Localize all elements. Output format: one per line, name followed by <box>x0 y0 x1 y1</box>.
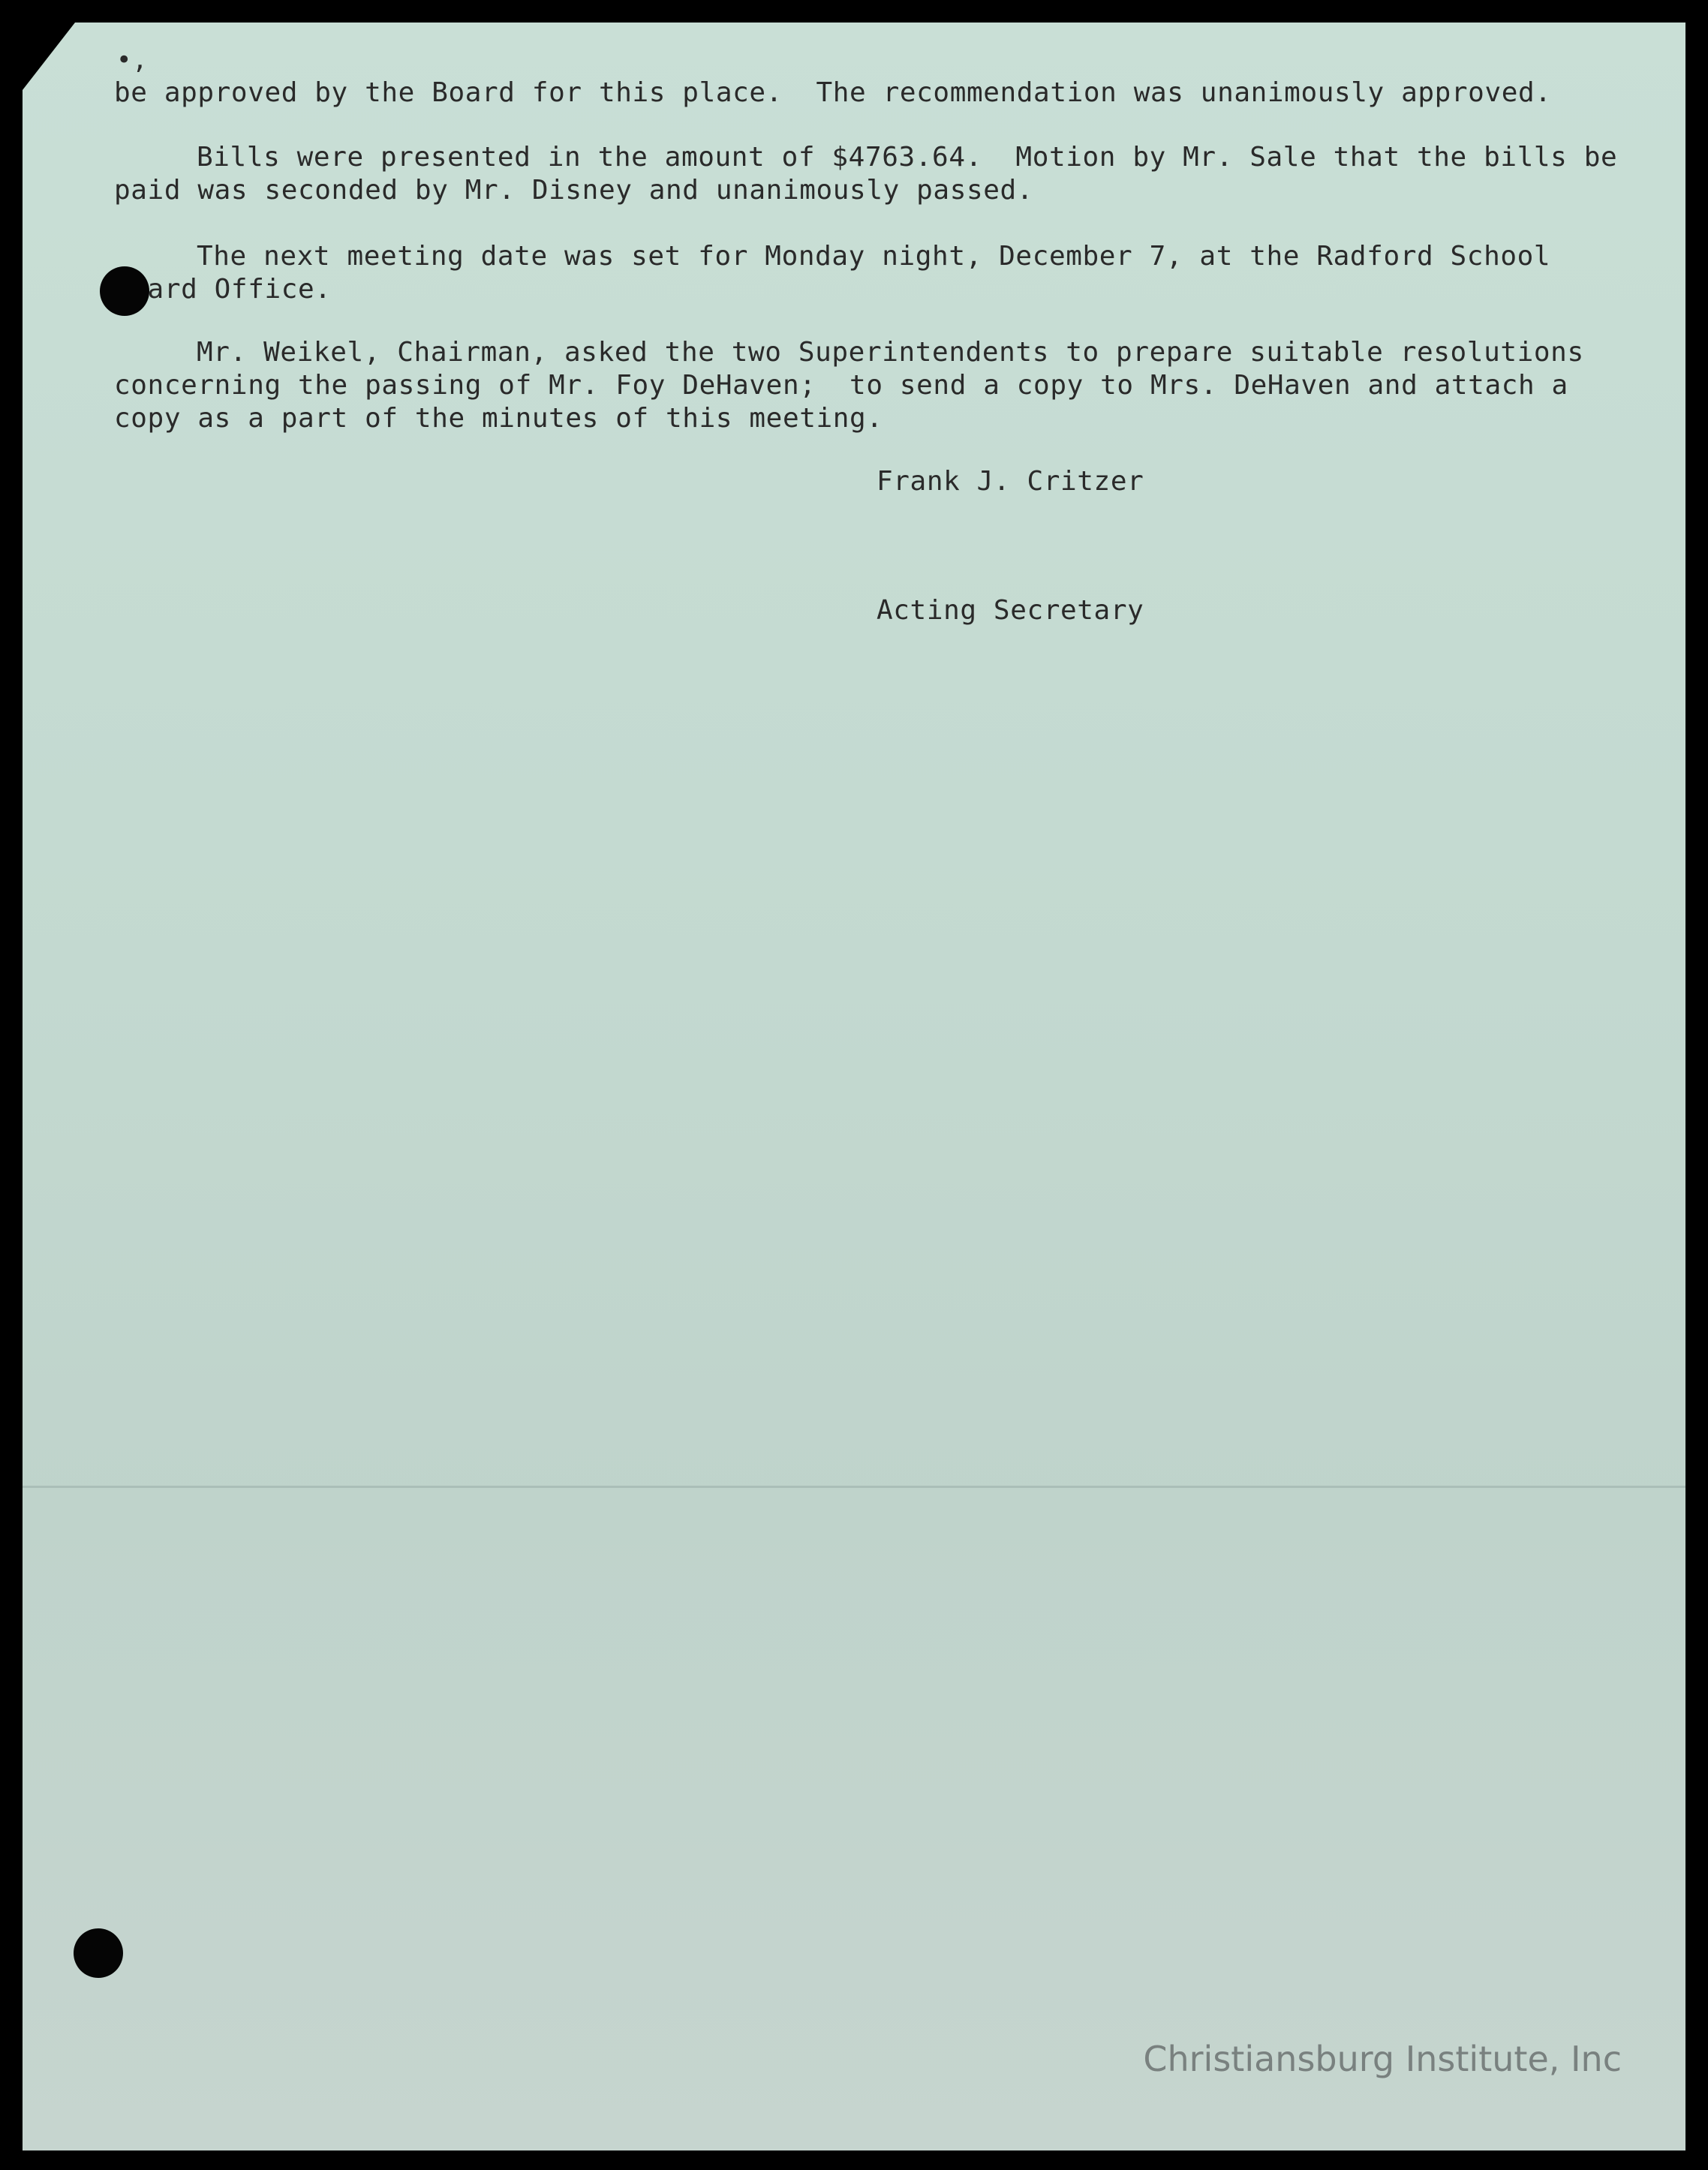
signer-name: Frank J. Critzer <box>877 466 1144 497</box>
next-meeting-paragraph-line-2: ard Office. <box>114 274 332 305</box>
stray-mark: •, <box>116 45 149 75</box>
paper-fold-line <box>23 1486 1685 1488</box>
resolutions-paragraph-line-3: copy as a part of the minutes of this meeting. <box>114 403 883 434</box>
document-page <box>23 23 1685 2150</box>
resolutions-paragraph-line-1: Mr. Weikel, Chairman, asked the two Superintendents to prepare suitable resolutions <box>197 337 1584 368</box>
punch-hole-lower <box>74 1928 123 1978</box>
signer-title: Acting Secretary <box>877 595 1144 626</box>
approval-paragraph-line-1: be approved by the Board for this place. The recommendation was unanimously approved. <box>114 77 1552 108</box>
resolutions-paragraph-line-2: concerning the passing of Mr. Foy DeHaven; to send a copy to Mrs. DeHaven and attach a <box>114 370 1568 401</box>
bills-paragraph-line-1: Bills were presented in the amount of $4763.64. Motion by Mr. Sale that the bills be <box>197 142 1618 173</box>
bleed-through-mark-lower <box>638 1958 716 2046</box>
next-meeting-paragraph-line-1: The next meeting date was set for Monday night, December 7, at the Radford School <box>197 241 1551 272</box>
bleed-through-mark-upper <box>338 1812 423 1908</box>
torn-corner <box>23 23 75 90</box>
archive-watermark: Christiansburg Institute, Inc <box>1143 2039 1622 2079</box>
bills-paragraph-line-2: paid was seconded by Mr. Disney and unanimously passed. <box>114 175 1034 206</box>
